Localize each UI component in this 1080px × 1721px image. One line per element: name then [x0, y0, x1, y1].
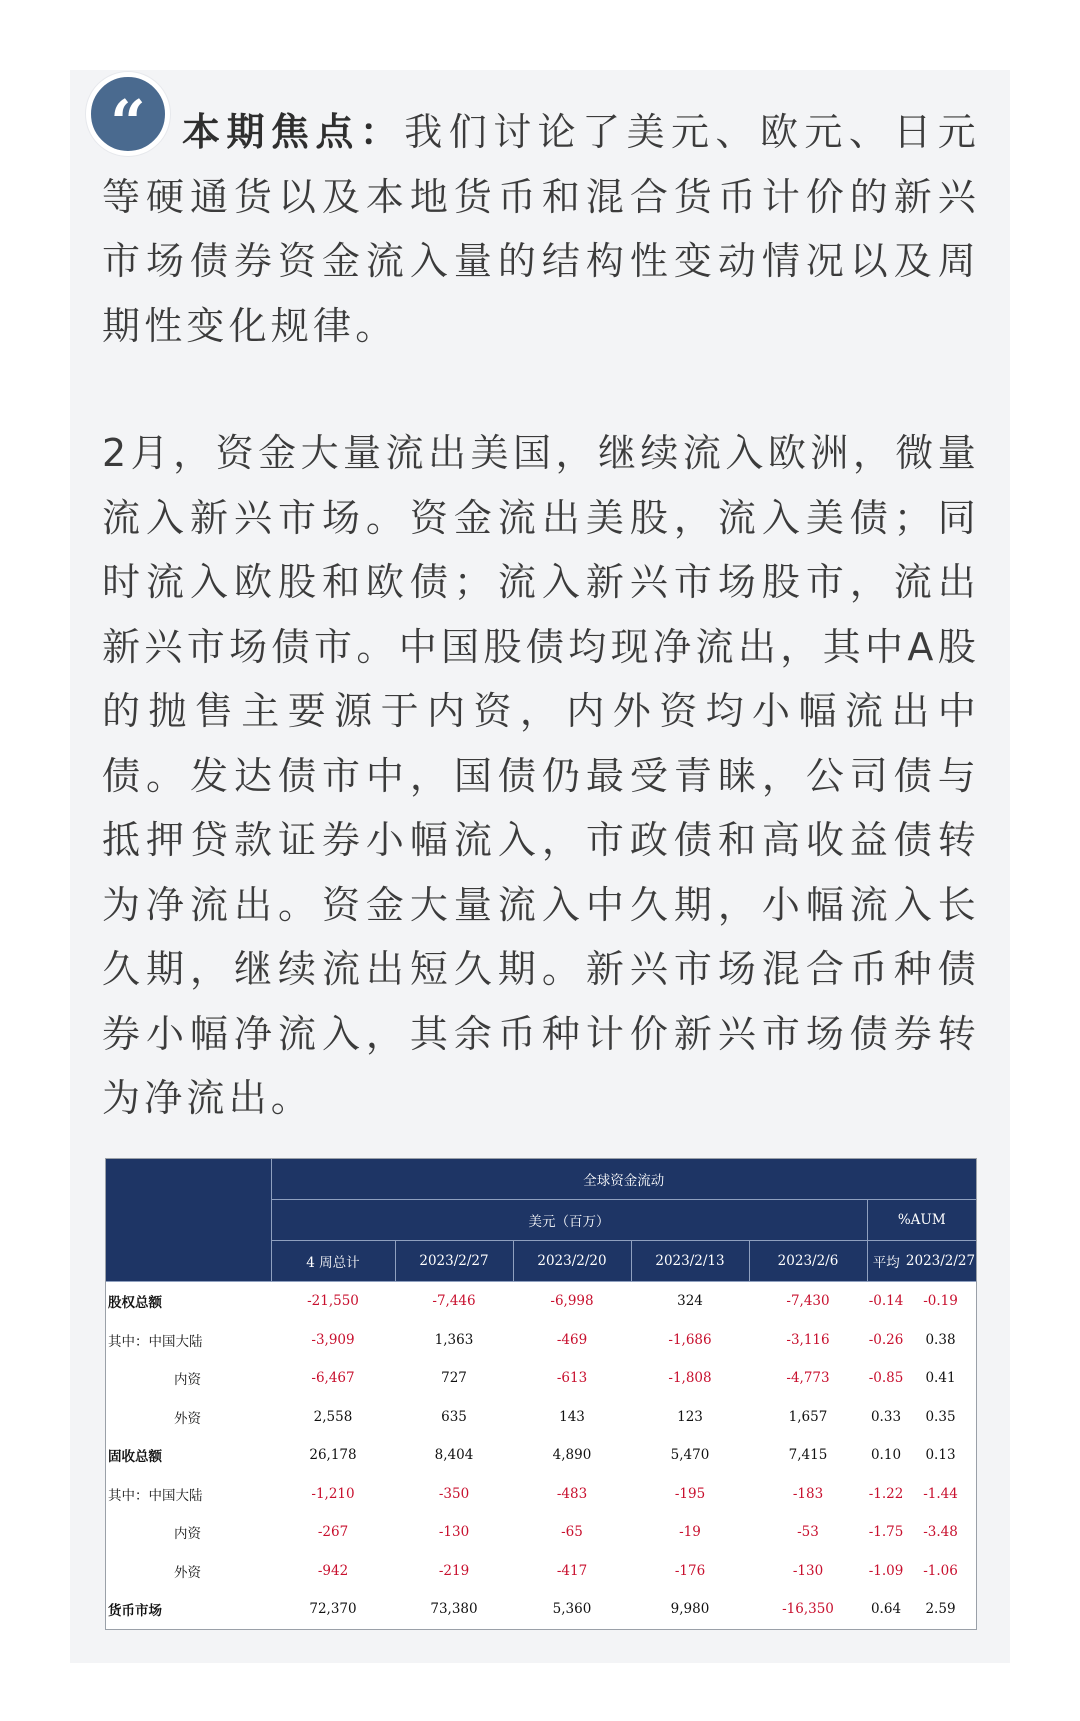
table-corner	[106, 1159, 271, 1282]
table-cell: -130	[792, 1562, 824, 1579]
table-row	[106, 1359, 976, 1398]
table-cell: -3.48	[923, 1524, 958, 1541]
table-cell: 72,370	[309, 1601, 357, 1618]
table-cell: -6,998	[550, 1293, 594, 1310]
table-cell: -350	[438, 1485, 470, 1502]
table-cell: 123	[677, 1408, 703, 1425]
table-row	[106, 1552, 976, 1591]
global-fund-flows-table	[105, 1158, 977, 1630]
column-header: 2023/2/20	[513, 1241, 631, 1282]
table-cell: -19	[679, 1524, 701, 1541]
table-cell: -3,909	[311, 1331, 355, 1348]
table-cell: -4,773	[786, 1370, 830, 1387]
table-cell: 1,363	[434, 1331, 474, 1348]
row-label: 其中：中国大陆	[108, 1487, 203, 1504]
table-cell: -219	[438, 1562, 470, 1579]
table-cell: -267	[317, 1524, 349, 1541]
focus-body: 我们讨论了美元、欧元、日元等硬通货以及本地货币和混合货币计价的新兴市场债券资金流入量的结构性变动情况以及周期性变化规律。	[102, 110, 980, 348]
table-cell: -1.09	[868, 1562, 904, 1579]
table-row	[106, 1590, 976, 1629]
table-cell: -65	[561, 1524, 583, 1541]
table-row	[106, 1513, 976, 1552]
table-cell: -613	[556, 1370, 588, 1387]
table-cell: -942	[317, 1562, 349, 1579]
column-header: 平均	[867, 1241, 905, 1282]
table-cell: 9,980	[670, 1601, 710, 1618]
table-cell: 5,360	[552, 1601, 592, 1618]
table-cell: -1.22	[868, 1485, 904, 1502]
table-cell: -1,210	[311, 1485, 355, 1502]
table-cell: 7,415	[788, 1447, 828, 1464]
table-cell: -16,350	[782, 1601, 834, 1618]
table-cell: 1,657	[788, 1408, 828, 1425]
table-cell: 635	[441, 1408, 467, 1425]
row-label: 内资	[174, 1526, 201, 1543]
table-cell: -21,550	[307, 1293, 359, 1310]
table-cell: -183	[792, 1485, 824, 1502]
table-cell: -7,430	[786, 1293, 830, 1310]
table-cell: 0.64	[870, 1601, 902, 1618]
column-header: 2023/2/27	[905, 1241, 976, 1282]
table-row	[106, 1282, 976, 1321]
table-cell: 5,470	[670, 1447, 710, 1464]
table-cell: 0.33	[870, 1408, 902, 1425]
table-cell: -0.14	[868, 1293, 904, 1310]
table-cell: 2,558	[313, 1408, 353, 1425]
column-header: 4 周总计	[271, 1241, 395, 1282]
table-cell: -1.44	[923, 1485, 958, 1502]
table-row	[106, 1436, 976, 1475]
focus-paragraph	[102, 100, 980, 358]
table-cell: 727	[441, 1370, 467, 1387]
table-cell: -0.26	[868, 1331, 904, 1348]
column-header: 2023/2/13	[631, 1241, 749, 1282]
usd-group-header: 美元（百万）	[271, 1200, 867, 1241]
table-cell: -53	[797, 1524, 819, 1541]
table-row	[106, 1398, 976, 1437]
table-cell: -3,116	[786, 1331, 830, 1348]
aum-group-header: %AUM	[867, 1200, 976, 1241]
table-cell: 73,380	[430, 1601, 478, 1618]
table-cell: 0.38	[925, 1331, 956, 1348]
table-cell: -195	[674, 1485, 706, 1502]
column-header: 2023/2/6	[749, 1241, 867, 1282]
table-cell: -1.06	[923, 1562, 958, 1579]
table-cell: 8,404	[434, 1447, 474, 1464]
row-label: 股权总额	[108, 1295, 162, 1312]
table-cell: 2.59	[925, 1601, 956, 1618]
table-cell: -1,686	[668, 1331, 712, 1348]
quote-mark-icon: “	[86, 72, 170, 156]
table-cell: -1,808	[668, 1370, 712, 1387]
focus-lead: 本期焦点：	[182, 110, 405, 154]
table-cell: -0.85	[868, 1370, 904, 1387]
row-label: 内资	[174, 1372, 201, 1389]
table-cell: 0.35	[925, 1408, 956, 1425]
table-cell: -483	[556, 1485, 588, 1502]
summary-paragraph: 2月，资金大量流出美国，继续流入欧洲，微量流入新兴市场。资金流出美股，流入美债；同时流入欧股和欧债；流入新兴市场股市，流出新兴市场债市。中国股债均现净流出，其中A股的抛售主要源于内资，内外资均小幅流出中债。发达债市中，国债仍最受青睐，公司债与抵押贷款证券小幅流入，市政债和高收益债转为净流出。资金大量流入中久期，小幅流入长久期，继续流出短久期。新兴市场混合币种债券小幅净流入，其余币种计价新兴市场债券转为净流出。	[102, 431, 980, 1120]
table-cell: 143	[559, 1408, 585, 1425]
table-cell: -6,467	[311, 1370, 355, 1387]
table-cell: 0.10	[870, 1447, 902, 1464]
column-header: 2023/2/27	[395, 1241, 513, 1282]
table-cell: 0.13	[925, 1447, 956, 1464]
table-cell: 0.41	[925, 1370, 956, 1387]
row-label: 固收总额	[108, 1449, 162, 1466]
table-row	[106, 1321, 976, 1360]
table-cell: -417	[556, 1562, 588, 1579]
row-label: 其中：中国大陆	[108, 1333, 203, 1350]
table-cell: -469	[556, 1331, 588, 1348]
table-cell: 324	[677, 1293, 703, 1310]
row-label: 外资	[174, 1564, 201, 1581]
fund-flows-table	[106, 1159, 976, 1629]
table-title: 全球资金流动	[271, 1159, 976, 1200]
table-cell: -176	[674, 1562, 706, 1579]
table-row	[106, 1475, 976, 1514]
table-cell: 26,178	[309, 1447, 357, 1464]
table-cell: 4,890	[552, 1447, 592, 1464]
table-cell: -1.75	[868, 1524, 904, 1541]
table-cell: -130	[438, 1524, 470, 1541]
table-cell: -0.19	[923, 1293, 958, 1310]
table-cell: -7,446	[432, 1293, 476, 1310]
row-label: 货币市场	[108, 1603, 162, 1620]
row-label: 外资	[174, 1410, 201, 1427]
